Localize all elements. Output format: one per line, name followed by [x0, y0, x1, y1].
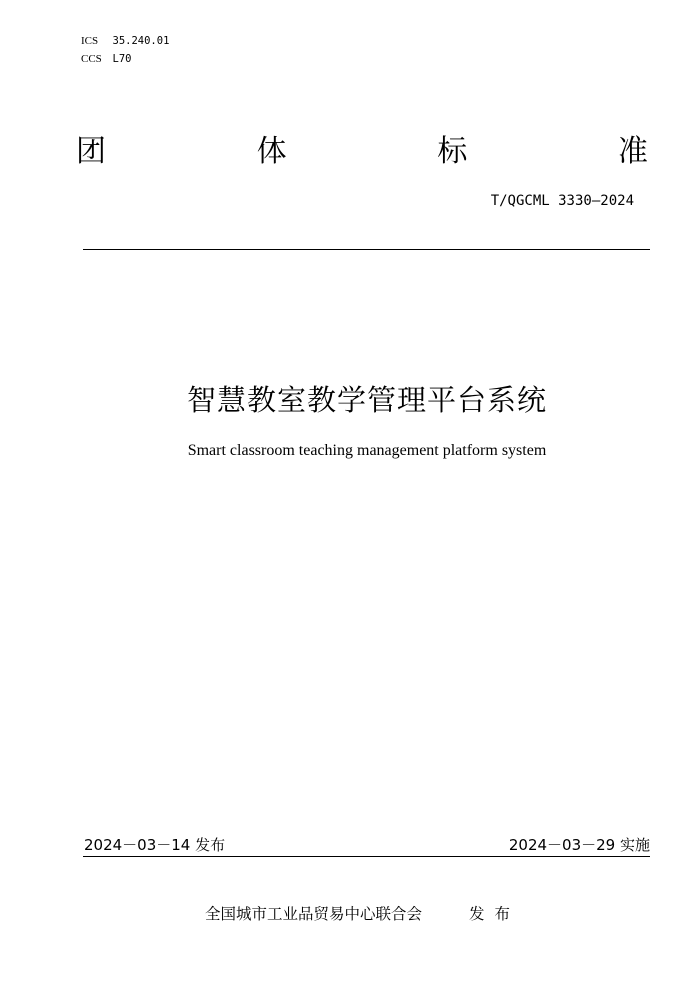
standard-type-heading [76, 133, 648, 171]
bottom-divider [83, 856, 650, 857]
ics-value: 35.240.01 [112, 35, 170, 47]
publisher-action: 发布 [469, 905, 521, 923]
publisher-name: 全国城市工业品贸易中心联合会 [205, 905, 423, 923]
release-date: 2024－03－14 发布 [84, 836, 226, 854]
ccs-label: CCS [81, 53, 102, 65]
ics-label: ICS [81, 35, 99, 47]
document-title-cn: 智慧教室教学管理平台系统 [186, 383, 547, 417]
document-title-en: Smart classroom teaching management platform system [187, 442, 547, 459]
ics-code-row [81, 34, 169, 48]
heading-char: 标 [437, 134, 468, 169]
ccs-code-row [81, 52, 131, 66]
implementation-date: 2024－03－29 实施 [508, 836, 650, 854]
heading-char: 体 [256, 134, 287, 169]
standard-number: T/QGCML 3330—2024 [490, 193, 634, 209]
ccs-value: L70 [112, 53, 132, 65]
top-divider [83, 249, 650, 250]
heading-char: 准 [617, 134, 648, 169]
heading-char: 团 [76, 134, 106, 169]
